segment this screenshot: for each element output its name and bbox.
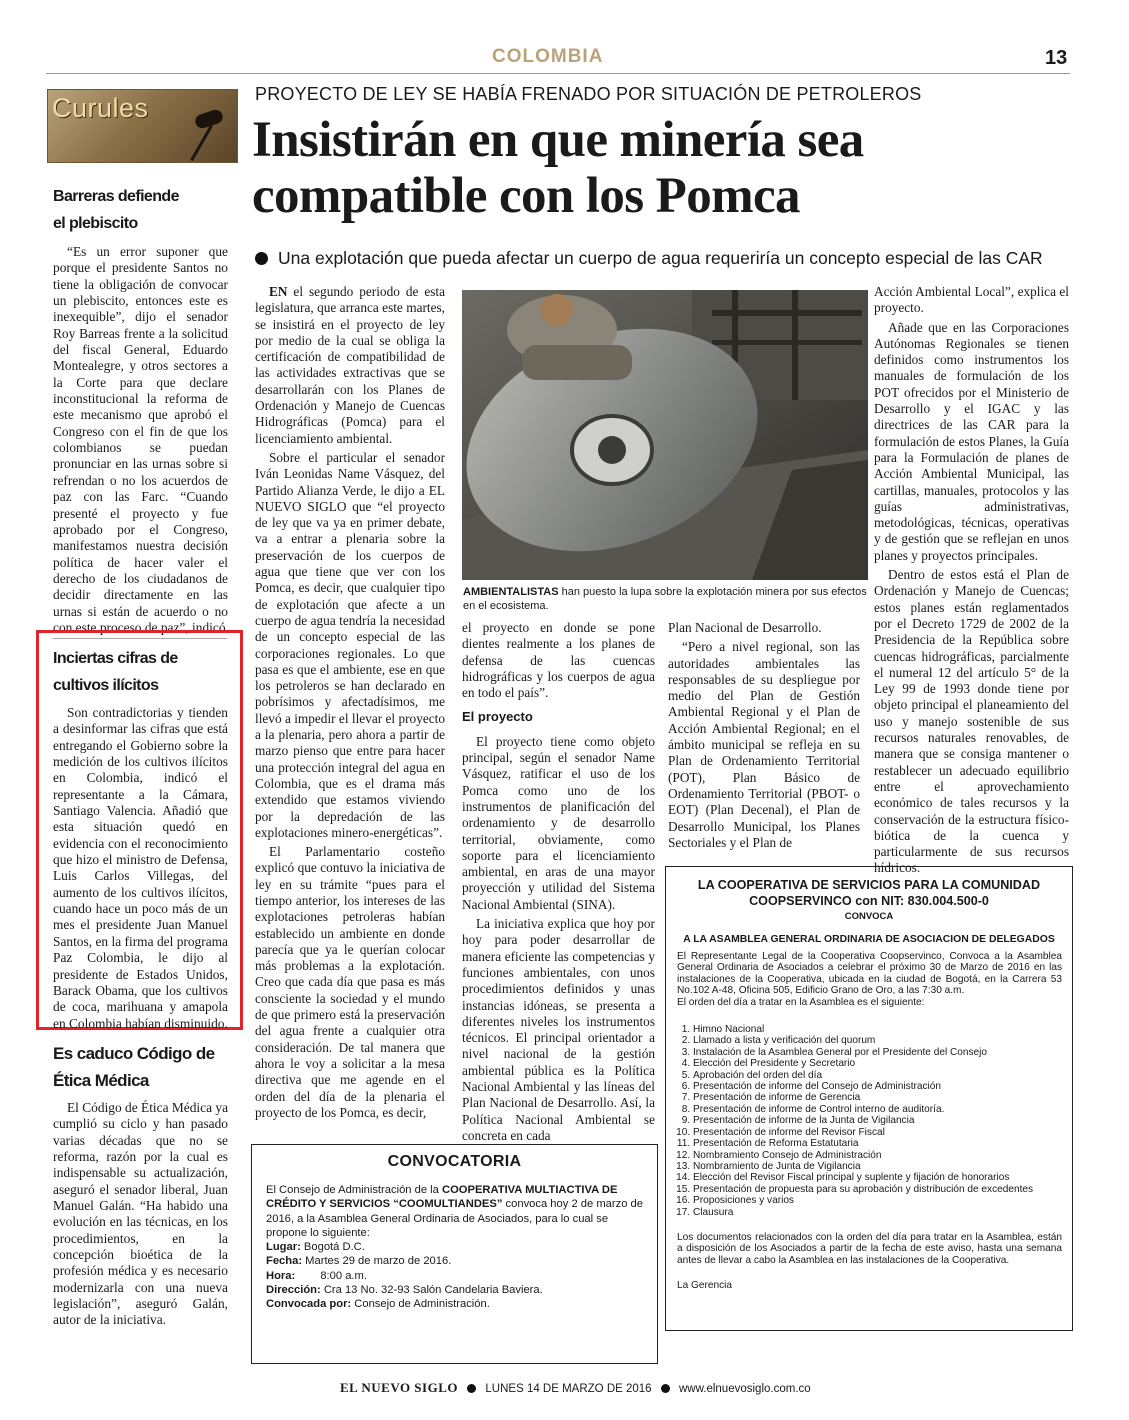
- ad-value: Cra 13 No. 32-93 Salón Candelaria Baviera.: [323, 1284, 543, 1297]
- sidebar-item-title: [53, 645, 233, 699]
- ad-subtitle: A LA ASAMBLEA GENERAL ORDINARIA DE ASOCIACION DE DELEGADOS: [683, 934, 1055, 945]
- article-paragraph: “Pero a nivel regional, son las autoridades ambientales las responsables de su despliegue por medio del Plan de Gestión Ambiental Regional y el Plan de Acción Ambiental Regional; en el ámbito municipal se refleja en su Plan de Ordenamiento Territorial (POT), Plan Básico de Ordenamiento Territorial (PBOT- o EOT) (Plan Decenal), el Plan de Desarrollo Municipal, los Planes Sectoriales y el Plan de: [668, 639, 860, 850]
- photo-caption: [463, 585, 868, 613]
- ad-lugar: [266, 1240, 643, 1254]
- caption-text: han puesto la lupa sobre la explotación minera por sus efectos en el ecosistema.: [463, 586, 867, 612]
- microphone-stand-icon: [190, 125, 213, 161]
- ad-value: Martes 29 de marzo de 2016.: [305, 1255, 452, 1268]
- article-paragraph: el proyecto en donde se pone dientes realmente a los planes de defensa de las cuencas hidrográficas y los cuerpos de agua en todo el país”.: [462, 620, 655, 701]
- sidebar-title-line: Es caduco Código de: [53, 1044, 215, 1063]
- agenda-item: 4. Elección del Presidente y Secretario: [693, 1058, 1072, 1069]
- article-paragraph: La iniciativa explica que hoy por hoy para poder desarrollar de manera eficiente las competencias y funciones ambientales, con unos procedimientos definidos y unas instancias idóneas, se presenta a diferentes niveles los instrumentos técnicos. El principal orientador a nivel nacional de la gestión ambiental pública es la Política Nacional Ambiental y las líneas del Plan Nacional de Desarrollo. Así, la Política Nacional Ambiental se concreta en cada: [462, 916, 655, 1143]
- agenda-item: 12. Nombramiento Consejo de Administración: [693, 1150, 1072, 1161]
- article-paragraph: Dentro de estos está el Plan de Ordenación y Manejo de Cuencas; estos planes están reglamentados por el Decreto 1729 de 2002 de la Presidencia de la República sobre cuencas hidrográficas, parcialmente el numeral 12 del artículo 5° de la Ley 99 de 1993 donde tiene por objeto principal el planeamiento del uso y manejo sostenible de sus recursos naturales renovables, de manera que se consiga mantener o restablecer un adecuado equilibrio entre el aprovechamiento económico de tales recursos y la conservación de la estructura físico-biótica de la cuenca y particularmente de sus recursos hídricos.: [874, 567, 1069, 876]
- ad-title-line: LA COOPERATIVA DE SERVICIOS PARA LA COMUNIDAD: [697, 878, 1041, 892]
- ad-agenda-list: [666, 1024, 1072, 1218]
- sidebar-title-line: Inciertas cifras de: [53, 650, 178, 667]
- section-name: COLOMBIA: [492, 46, 604, 67]
- footer-url[interactable]: www.elnuevosiglo.com.co: [678, 1383, 811, 1395]
- agenda-item: 15. Presentación de propuesta para su aprobación y distribución de excedentes: [693, 1184, 1072, 1195]
- ad-title: CONVOCATORIA: [387, 1153, 522, 1170]
- subhead-text: Una explotación que pueda afectar un cuerpo de agua requeriría un concepto especial de las CAR: [278, 248, 1043, 268]
- footer-bullet-icon: [661, 1384, 670, 1393]
- ad-convocada: [266, 1297, 643, 1311]
- article-subheading: El proyecto: [462, 709, 533, 725]
- headline-line: compatible con los Pomca: [252, 168, 800, 224]
- agenda-item: 11. Presentación de Reforma Estatutaria: [693, 1138, 1072, 1149]
- ad-value: 8:00 a.m.: [320, 1269, 367, 1282]
- sidebar-divider: [53, 638, 227, 639]
- footer-bullet-icon: [467, 1384, 476, 1393]
- article-paragraph: [255, 284, 445, 447]
- agenda-item: 14. Elección del Revisor Fiscal principal y suplente y fijación de honorarios: [693, 1172, 1072, 1183]
- sidebar-text-etica: [53, 1100, 228, 1329]
- sidebar-item-cultivos: [53, 645, 233, 699]
- ad-hora: [266, 1269, 643, 1283]
- article-paragraph: Sobre el particular el senador Iván Leonidas Name Vásquez, del Partido Alianza Verde, le dijo a EL NUEVO SIGLO que “el proyecto de ley que va ya en primer debate, va a entrar a plenaria sobre la preservación de los cuerpos de agua que tiene que ver con los Pomca, es decir, que cualquier tipo de explotación que afecte a un cuerpo de agua tendría la necesidad de un concepto especial de las corporaciones regionales. Lo que pasa es que el ambiente, ese en que los petroleros se han declarado en pobrísimos y afectadísimos, me llevó a impedir el llevar el proyecto a la plenaria, pero ahora a partir de marzo pienso que entre para hacer una protección integral del agua en Colombia, que es el drama más extendido que estamos viviendo por la depredación de las explotaciones minero-energéticas”.: [255, 449, 445, 840]
- ad-title-line: COOPSERVINCO con NIT: 830.004.500-0: [749, 894, 989, 908]
- ad-title: [666, 877, 1072, 909]
- curules-logo: [47, 89, 238, 163]
- agenda-item: 3. Instalación de la Asamblea General por el Presidente del Consejo: [693, 1047, 1072, 1058]
- ad-label: Lugar:: [266, 1241, 301, 1254]
- sidebar-title-line: Barreras defiende: [53, 188, 179, 205]
- agenda-item: 16. Proposiciones y varios: [693, 1195, 1072, 1206]
- agenda-item: 13. Nombramiento de Junta de Vigilancia: [693, 1161, 1072, 1172]
- article-paragraph: El proyecto tiene como objeto principal, según el senador Name Vásquez, ratificar el uso de los Pomca como uno de los instrumentos de planificación del ordenamiento y de desarrollo territorial, obviamente, como soporte para el licenciamiento ambiental, en aras de una mayor proyección y utilidad del Sistema Nacional Ambiental (SINA).: [462, 733, 655, 912]
- mining-photo-image: [462, 290, 868, 580]
- headline-line: Insistirán en que minería sea: [252, 112, 864, 168]
- ad-body: El Representante Legal de la Cooperativa Coopservinco, Convoca a la Asamblea General Ordinaria de Asociados a celebrar el próximo 30 de Marzo de 2016 en las instalaciones de la Cooperativa, ubicada en la ciudad de Bogotá, en la Carrera 53 No.102 A-48, Oficina 505, Edificio Grano de Oro, a las 7:30 a.m.: [677, 951, 1062, 997]
- ad-value: Bogotá D.C.: [303, 1241, 365, 1254]
- ad-direccion: [266, 1283, 643, 1297]
- sidebar-item-title: [53, 183, 233, 237]
- header-rule: [46, 73, 1070, 74]
- article-paragraph: Añade que en las Corporaciones Autónomas Regionales se tienen definidos como instrumentos los manuales de formulación de los POT ofrecidos por el Ministerio de Desarrollo y el IGAC y las directrices de las CAR para la formulación de estos Planes, la Guía para la Formulación de planes de Acción Ambiental Municipal, las cartillas, manuales, protocolos y las guías administrativas, metodológicas, técnicas, operativas y de gestión que se reflejan en unos planes y proyectos principales.: [874, 319, 1069, 563]
- ad-text: convoca hoy 2 de marzo de 2016, a la Asamblea General Ordinaria de Asociados, para lo cual se propone lo siguiente:: [266, 1198, 643, 1239]
- page-number: 13: [1045, 47, 1068, 69]
- ad-signature: La Gerencia: [677, 1280, 732, 1292]
- article-paragraph: Acción Ambiental Local”, explica el proyecto.: [874, 284, 1069, 316]
- page-footer: [340, 1380, 811, 1396]
- sidebar-paragraph: Son contradictorias y tienden a desinformar las cifras que está entregando el Gobierno sobre la medición de los cultivos ilícitos en Colombia, indicó el representante a la Cámara, Santiago Valencia. Añadió que esta situación quedó en evidencia con el reconocimiento que hizo el ministro de Defensa, Luis Carlos Villegas, del aumento de los cultivos ilícitos, cuando hace un poco más de un mes el presidente Juan Manuel Santos, en la firma del programa Paz Colombia, le dijo al presidente de Estados Unidos, Barack Obama, que los cultivos de coca, marihuana y amapola en Colombia habían disminuido.: [53, 705, 228, 1031]
- ad-label: Dirección:: [266, 1284, 321, 1297]
- article-column-3: [668, 620, 860, 854]
- ad-closing: Los documentos relacionados con la orden del día para tratar en la Asamblea, están a disposición de los Asociados a partir de la fecha de este aviso, hasta una semana antes de llevar a cabo la Asamblea en las instalaciones de la Cooperativa.: [677, 1231, 1062, 1266]
- footer-date: LUNES 14 DE MARZO DE 2016: [485, 1383, 652, 1395]
- agenda-item: 6. Presentación de informe del Consejo de Administración: [693, 1081, 1072, 1092]
- agenda-item: 9. Presentación de informe de la Junta de Vigilancia: [693, 1115, 1072, 1126]
- ad-label: Fecha:: [266, 1255, 303, 1268]
- mining-photo: [462, 290, 868, 580]
- agenda-item: 2. Llamado a lista y verificación del quorum: [693, 1035, 1072, 1046]
- ad-intro: [266, 1183, 643, 1240]
- article-column-2: [462, 620, 655, 1147]
- sidebar-item-plebiscito: [53, 183, 233, 237]
- ad-convoca: CONVOCA: [844, 911, 894, 922]
- article-column-1: [255, 284, 445, 1124]
- curules-logo-text: Curules: [52, 93, 149, 123]
- dropcap-lead: EN: [269, 284, 288, 299]
- article-column-4: [874, 284, 1069, 880]
- sidebar-item-title: [53, 1040, 233, 1094]
- ad-convocatoria: [251, 1144, 658, 1364]
- agenda-item: 7. Presentación de informe de Gerencia: [693, 1092, 1072, 1103]
- sidebar-title-line: cultivos ilícitos: [53, 677, 159, 694]
- agenda-item: 10. Presentación de informe del Revisor Fiscal: [693, 1127, 1072, 1138]
- ad-label: Convocada por:: [266, 1298, 352, 1311]
- article-paragraph: El Parlamentario costeño explicó que contuvo la iniciativa de ley en su trámite “pues para el tiempo anterior, los intereses de las explotaciones petroleras habían establecido un ambiente en donde parecía que ya le querían colocar más problemas a la explotación. Creo que cada día que pasa es más consciente la sociedad y el mundo de que primero está la preservación del agua frente a cualquier otra consideración. De tal manera que ahora le voy a solicitar a la mesa directiva que me agende en el orden del día de la plenaria el proyecto de los Pomca, es decir,: [255, 844, 445, 1120]
- ad-coopservinco: [665, 866, 1073, 1331]
- sidebar-text-cultivos: [53, 705, 228, 1032]
- article-kicker: PROYECTO DE LEY SE HABÍA FRENADO POR SITUACIÓN DE PETROLEROS: [255, 84, 922, 104]
- agenda-item: 5. Aprobación del orden del día: [693, 1070, 1072, 1081]
- agenda-item: 8. Presentación de informe de Control interno de auditoría.: [693, 1104, 1072, 1115]
- caption-lead: AMBIENTALISTAS: [463, 586, 559, 598]
- ad-org-name: COOPERATIVA MULTIACTIVA DE CRÉDITO Y SERVICIOS “COOMULTIANDES”: [266, 1184, 618, 1211]
- paragraph-text: el segundo periodo de esta legislatura, que arranca este martes, se insistirá en el proyecto de ley por medio de la cual se obliga la certificación de compatibilidad de las actividades extractivas que se desarrollarán con los Planes de Ordenación y Manejo de Cuencas Hidrográficas (Pomca) para el licenciamiento ambiental.: [255, 284, 445, 446]
- article-subhead: [255, 248, 1043, 269]
- sidebar-paragraph: “Es un error suponer que porque el presidente Santos no tiene la obligación de convocar un plebiscito, entonces este es inexequible”, dijo el senador Roy Barreas frente a la solicitud del fiscal General, Eduardo Montealegre, y otros sectores a la Corte para que declare inconstitucional la reforma de este mecanismo que aprobó el Congreso con el fin de que los colombianos se puedan pronunciar en las urnas sobre si refrendan o no los acuerdos de paz con las Farc. “Cuando presenté el proyecto y fue aprobado por el Congreso, manifestamos nuestra decisión política de hacer valer el derecho de los ciudadanos de decidir directamente en las urnas si están de acuerdo o no con este proceso de paz”, indicó: [53, 244, 228, 635]
- ad-fecha: [266, 1254, 643, 1268]
- ad-value: Consejo de Administración.: [354, 1298, 490, 1311]
- ad-body: [252, 1171, 657, 1312]
- sidebar-text-plebiscito: [53, 244, 228, 636]
- agenda-item: 1. Himno Nacional: [693, 1024, 1072, 1035]
- ad-order-intro: El orden del día a tratar en la Asamblea es el siguiente:: [677, 996, 925, 1008]
- ad-text: El Consejo de Administración de la: [266, 1184, 442, 1196]
- sidebar-paragraph: El Código de Ética Médica ya cumplió su ciclo y han pasado varias décadas que no se reforma, razón por la cual es indispensable su actualización, aseguró el senador liberal, Juan Manuel Galán. “Ha habido una evolución en las técnicas, en los procedimientos, en la concepción bioética de la profesión médica y es necesario modernizarla con una nueva legislación”, aseguró Galán, autor de la iniciativa.: [53, 1100, 229, 1328]
- article-paragraph: Plan Nacional de Desarrollo.: [668, 620, 822, 635]
- ad-label: Hora:: [266, 1269, 296, 1282]
- sidebar-title-line: el plebiscito: [53, 215, 138, 232]
- sidebar-title-line: Ética Médica: [53, 1071, 149, 1090]
- footer-logo: EL NUEVO SIGLO: [340, 1380, 458, 1395]
- article-headline: [252, 112, 1072, 224]
- sidebar-item-etica: [53, 1040, 233, 1094]
- bullet-icon: [255, 252, 268, 265]
- agenda-item: 17. Clausura: [693, 1207, 1072, 1218]
